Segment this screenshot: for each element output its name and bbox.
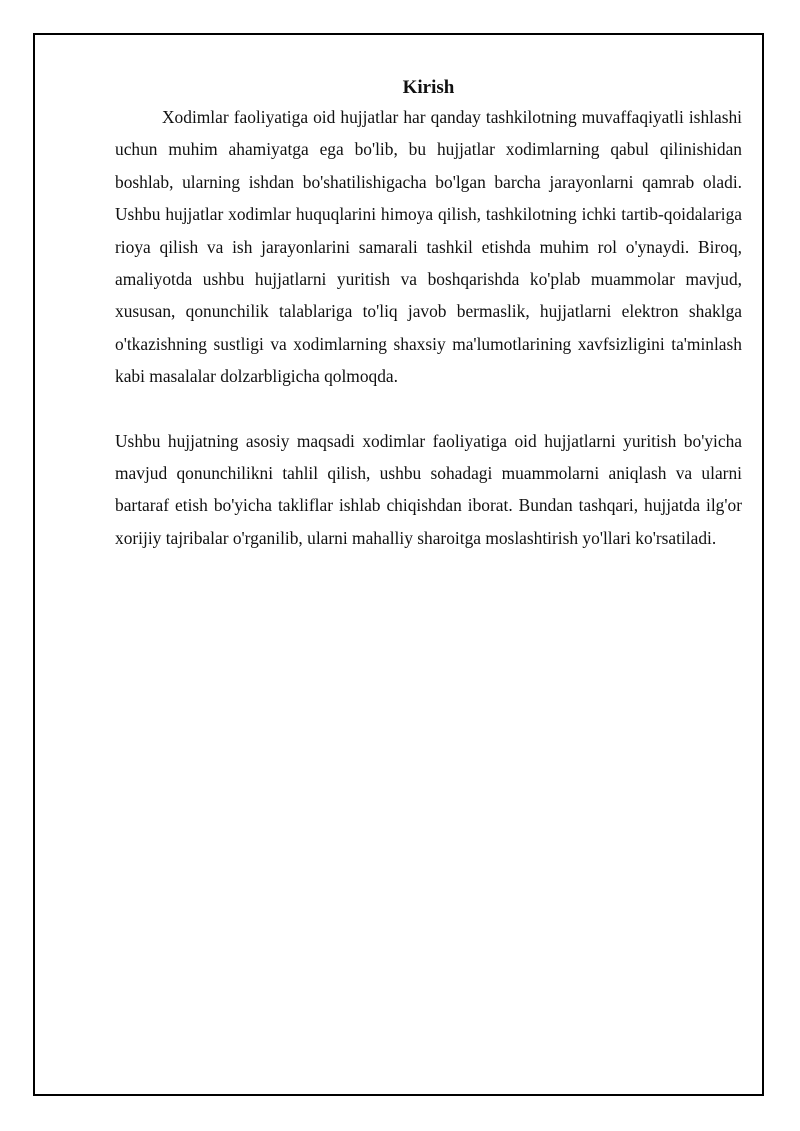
document-title: Kirish <box>402 77 455 98</box>
document-body <box>115 75 742 554</box>
paragraph-spacer <box>115 393 742 425</box>
paragraph-purpose: Ushbu hujjatning asosiy maqsadi xodimlar faoliyatiga oid hujjatlarni yuritish bo'yicha mavjud qonunchilikni tahlil qilish, ushbu sohadagi muammolarni aniqlash va ularni bartaraf etish bo'yicha takliflar ishlab chiqishdan iborat. Bundan tashqari, hujjatda ilg'or xorijiy tajribalar o'rganilib, ularni mahalliy sharoitga moslashtirish yo'llari ko'rsatiladi. <box>115 430 742 548</box>
paragraph-intro: Xodimlar faoliyatiga oid hujjatlar har qanday tashkilotning muvaffaqiyatli ishlashi uchun muhim ahamiyatga ega bo'lib, bu hujjatlar xodimlarning qabul qilinishidan boshlab, ularning ishdan bo'shatilishigacha bo'lgan barcha jarayonlarni qamrab oladi. Ushbu hujjatlar xodimlar huquqlarini himoya qilish, tashkilotning ichki tartib-qoidalariga rioya qilish va ish jarayonlarini samarali tashkil etishda muhim rol o'ynaydi. Biroq, amaliyotda ushbu hujjatlarni yuritish va boshqarishda ko'plab muammolar mavjud, xususan, qonunchilik talablariga to'liq javob bermaslik, hujjatlarni elektron shaklga o'tkazishning sustligi va xodimlarning shaxsiy ma'lumotlarining xavfsizligini ta'minlash kabi masalalar dolzarbligicha qolmoqda. <box>115 107 742 387</box>
